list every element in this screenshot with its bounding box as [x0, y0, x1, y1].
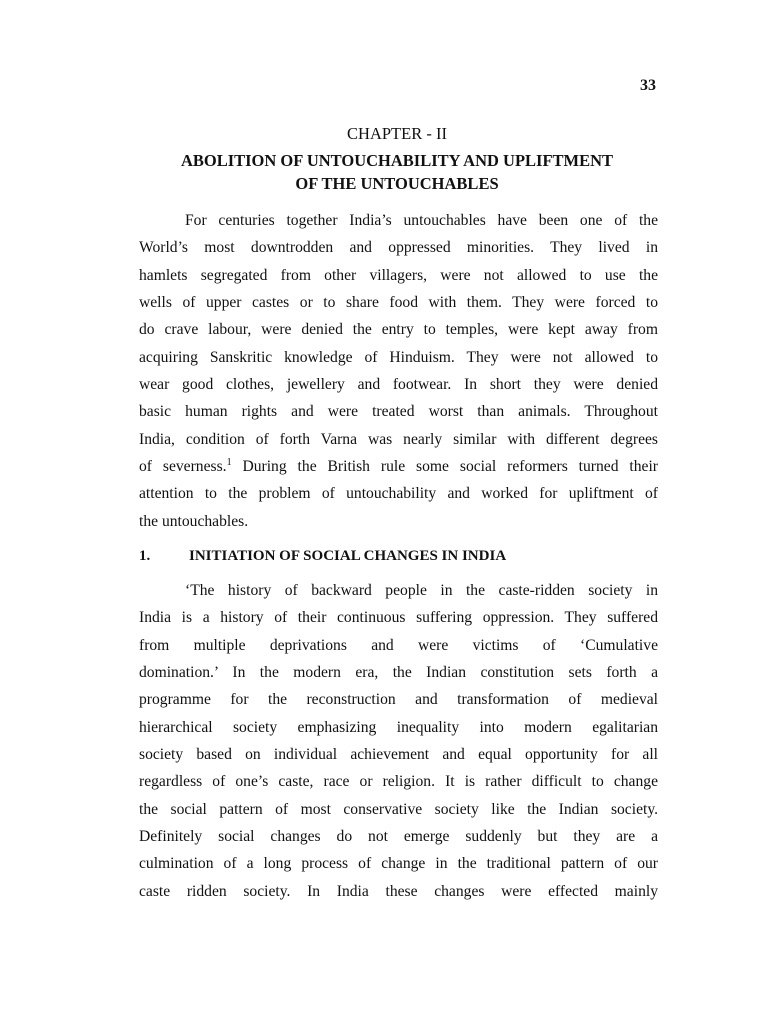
paragraph-line: attention to the problem of untouchability and worked for upliftment of [139, 485, 658, 503]
paragraph-line: India is a history of their continuous suffering oppression. They suffered [139, 609, 658, 627]
paragraph-line-with-footnote [139, 453, 658, 480]
chapter-title-line-1: ABOLITION OF UNTOUCHABILITY AND UPLIFTMENT [180, 151, 614, 170]
paragraph-line: domination.’ In the modern era, the Indian constitution sets forth a [139, 664, 658, 682]
paragraph-line: programme for the reconstruction and transformation of medieval [139, 691, 658, 709]
chapter-label: CHAPTER - II [347, 124, 447, 143]
chapter-title [120, 149, 674, 195]
paragraph-line: wear good clothes, jewellery and footwear. In short they were denied [139, 376, 658, 394]
intro-paragraph [139, 207, 658, 535]
paragraph-line: Definitely social changes do not emerge suddenly but they are a [139, 828, 658, 846]
paragraph-line: do crave labour, were denied the entry to temples, were kept away from [139, 321, 658, 339]
paragraph-text: During the British rule some social reformers turned their [231, 458, 658, 476]
page-number: 33 [640, 77, 656, 94]
paragraph-text: of severness. [139, 458, 227, 476]
paragraph-line: from multiple deprivations and were victims of ‘Cumulative [139, 636, 658, 654]
paragraph-line: wells of upper castes or to share food with them. They were forced to [139, 294, 658, 312]
paragraph-line: regardless of one’s caste, race or religion. It is rather difficult to change [139, 773, 658, 791]
paragraph-line: acquiring Sanskritic knowledge of Hinduism. They were not allowed to [139, 348, 658, 366]
paragraph-line: hierarchical society emphasizing inequality into modern egalitarian [139, 718, 658, 736]
paragraph-line: the social pattern of most conservative society like the Indian society. [139, 800, 658, 818]
section-paragraph [139, 577, 658, 905]
paragraph-line: culmination of a long process of change in the traditional pattern of our [139, 855, 658, 873]
paragraph-line: ‘The history of backward people in the caste-ridden society in [185, 582, 658, 599]
paragraph-line: caste ridden society. In India these changes were effected mainly [139, 882, 658, 900]
section-number: 1. [139, 548, 151, 564]
paragraph-line: society based on individual achievement and equal opportunity for all [139, 746, 658, 764]
paragraph-line: the untouchables. [139, 512, 249, 530]
paragraph-line: hamlets segregated from other villagers, were not allowed to use the [139, 266, 658, 284]
paragraph-line: World’s most downtrodden and oppressed minorities. They lived in [139, 239, 658, 257]
footnote-marker: 1 [226, 457, 232, 469]
chapter-title-line-2: OF THE UNTOUCHABLES [295, 174, 499, 193]
paragraph-line: For centuries together India’s untouchables have been one of the [185, 212, 658, 229]
paragraph-line: basic human rights and were treated worst than animals. Throughout [139, 403, 658, 421]
section-title: INITIATION OF SOCIAL CHANGES IN INDIA [189, 548, 507, 564]
paragraph-line: India, condition of forth Varna was nearly similar with different degrees [139, 430, 658, 448]
section-heading [139, 548, 506, 565]
